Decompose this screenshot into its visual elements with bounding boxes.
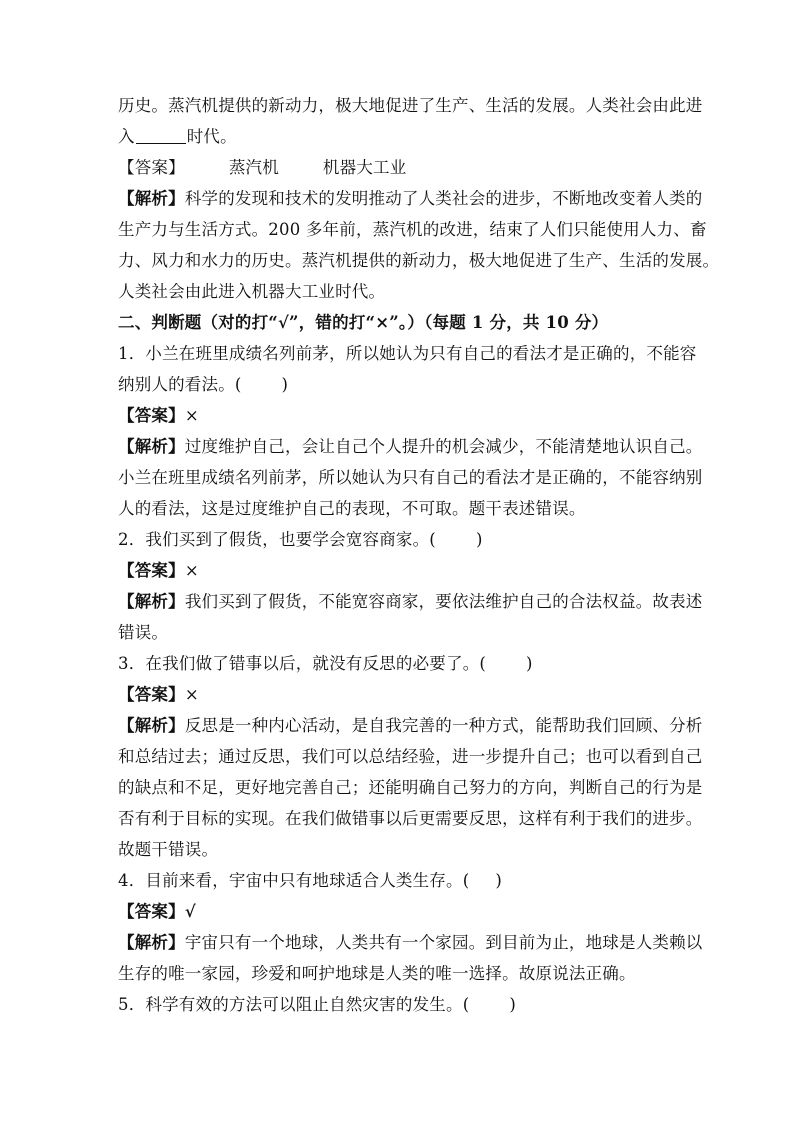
document-page bbox=[118, 90, 720, 1020]
answer-tag: 【答案】 bbox=[118, 685, 185, 704]
section-heading bbox=[118, 307, 688, 338]
analysis-text: 力、风力和水力的历史。蒸汽机提供的新动力，极大地促进了生产、生活的发展。 bbox=[118, 251, 720, 270]
answer-value: × bbox=[184, 406, 199, 425]
analysis-text: 和总结过去；通过反思，我们可以总结经验，进一步提升自己；也可以看到自己 bbox=[118, 747, 703, 766]
question-3-line-1 bbox=[118, 648, 688, 679]
analysis-text: 生存的唯一家园，珍爱和呵护地球是人类的唯一选择。故原说法正确。 bbox=[118, 964, 636, 983]
answer-tag: 【答案】 bbox=[118, 158, 185, 177]
question-2-analysis-2 bbox=[118, 617, 688, 648]
question-text: 2．我们买到了假货，也要学会宽容商家。( bbox=[118, 530, 436, 549]
paren-close: ) bbox=[509, 995, 516, 1014]
question-3-analysis-1 bbox=[118, 710, 703, 741]
intro-line-1 bbox=[118, 90, 703, 121]
answer-value: × bbox=[184, 685, 199, 704]
question-2-analysis-1 bbox=[118, 586, 703, 617]
question-text: 4．目前来看，宇宙中只有地球适合人类生存。( bbox=[118, 871, 470, 890]
question-1-answer bbox=[118, 400, 688, 431]
question-3-analysis-3 bbox=[118, 772, 703, 803]
question-1-analysis-2 bbox=[118, 462, 703, 493]
analysis-text: 科学的发现和技术的发明推动了人类社会的进步，不断地改变着人类的 bbox=[184, 189, 703, 208]
answer-value: √ bbox=[184, 902, 196, 921]
analysis-text: 反思是一种内心活动，是自我完善的一种方式，能帮助我们回顾、分析 bbox=[184, 716, 703, 735]
answer-tag: 【答案】 bbox=[118, 406, 185, 425]
question-4-line-1 bbox=[118, 865, 688, 896]
analysis-text: 宇宙只有一个地球，人类共有一个家园。到目前为止，地球是人类赖以 bbox=[184, 933, 703, 952]
analysis-tag: 【解析】 bbox=[118, 592, 185, 611]
analysis-text: 的缺点和不足，更好地完善自己；还能明确自己努力的方向，判断自己的行为是 bbox=[118, 778, 703, 797]
intro-text: 入 bbox=[118, 127, 135, 146]
question-2-line-1 bbox=[118, 524, 688, 555]
intro-line-2 bbox=[118, 121, 688, 152]
question-1-line-1 bbox=[118, 338, 697, 369]
paren-close: ) bbox=[281, 375, 289, 394]
question-4-answer bbox=[118, 896, 688, 927]
analysis-tag: 【解析】 bbox=[118, 933, 185, 952]
analysis-tag: 【解析】 bbox=[118, 437, 185, 456]
question-text: 3．在我们做了错事以后，就没有反思的必要了。( bbox=[118, 654, 487, 673]
question-1-analysis-1 bbox=[118, 431, 703, 462]
intro-analysis-line-3 bbox=[118, 245, 720, 276]
question-4-analysis-1 bbox=[118, 927, 703, 958]
analysis-text: 小兰在班里成绩名列前茅，所以她认为只有自己的看法才是正确的，不能容纳别 bbox=[118, 468, 703, 487]
question-3-answer bbox=[118, 679, 688, 710]
intro-analysis-line-2 bbox=[118, 214, 707, 245]
question-1-line-2 bbox=[118, 369, 688, 400]
paren-close: ) bbox=[495, 871, 502, 890]
answer-tag: 【答案】 bbox=[118, 902, 185, 921]
intro-analysis-line-4 bbox=[118, 276, 688, 307]
question-3-analysis-5 bbox=[118, 834, 688, 865]
answer-value: × bbox=[184, 561, 199, 580]
answer-value: 机器大工业 bbox=[322, 158, 407, 177]
question-text: 1．小兰在班里成绩名列前茅，所以她认为只有自己的看法才是正确的，不能容 bbox=[118, 344, 697, 363]
paren-close: ) bbox=[475, 530, 483, 549]
analysis-text: 我们买到了假货，不能宽容商家，要依法维护自己的合法权益。故表述 bbox=[184, 592, 703, 611]
question-2-answer bbox=[118, 555, 688, 586]
paren-close: ) bbox=[526, 654, 533, 673]
analysis-tag: 【解析】 bbox=[118, 189, 185, 208]
question-text: 纳别人的看法。( bbox=[118, 375, 242, 394]
question-4-analysis-2 bbox=[118, 958, 688, 989]
section-title: 二、判断题（对的打“√”，错的打“×”。）（每题 1 分，共 10 分） bbox=[118, 313, 609, 332]
question-text: 5．科学有效的方法可以阻止自然灾害的发生。( bbox=[118, 995, 470, 1014]
answer-value: 蒸汽机 bbox=[228, 158, 279, 177]
analysis-text: 人类社会由此进入机器大工业时代。 bbox=[118, 282, 386, 301]
fill-blank bbox=[136, 125, 186, 144]
analysis-text: 过度维护自己，会让自己个人提升的机会减少，不能清楚地认识自己。 bbox=[184, 437, 703, 456]
question-3-analysis-4 bbox=[118, 803, 703, 834]
answer-tag: 【答案】 bbox=[118, 561, 185, 580]
analysis-text: 故题干错误。 bbox=[118, 840, 219, 859]
intro-answer-line bbox=[118, 152, 688, 183]
analysis-tag: 【解析】 bbox=[118, 716, 185, 735]
question-1-analysis-3 bbox=[118, 493, 688, 524]
analysis-text: 生产力与生活方式。200 多年前，蒸汽机的改进，结束了人们只能使用人力、畜 bbox=[118, 220, 707, 239]
question-3-analysis-2 bbox=[118, 741, 703, 772]
analysis-text: 错误。 bbox=[118, 623, 169, 642]
intro-text: 时代。 bbox=[186, 127, 237, 146]
intro-text: 历史。蒸汽机提供的新动力，极大地促进了生产、生活的发展。人类社会由此进 bbox=[118, 96, 703, 115]
analysis-text: 人的看法，这是过度维护自己的表现，不可取。题干表述错误。 bbox=[118, 499, 586, 518]
analysis-text: 否有利于目标的实现。在我们做错事以后更需要反思，这样有利于我们的进步。 bbox=[118, 809, 703, 828]
question-5-line-1 bbox=[118, 989, 688, 1020]
intro-analysis-line-1 bbox=[118, 183, 703, 214]
